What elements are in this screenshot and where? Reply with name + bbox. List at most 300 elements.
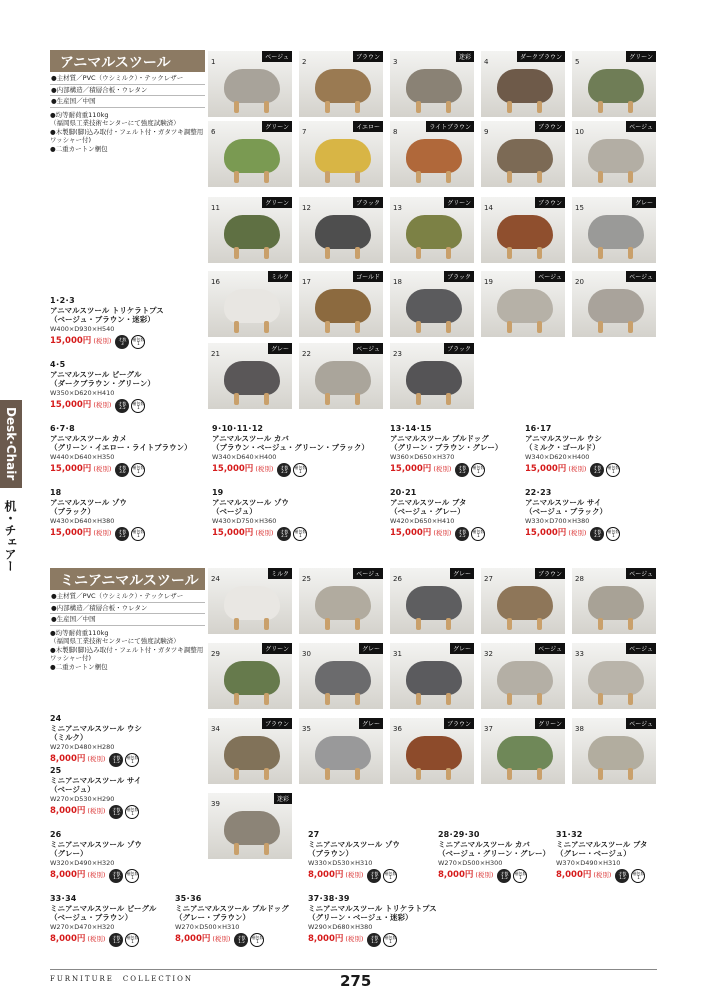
product-name: アニマルスツール ブルドッグ (390, 433, 489, 443)
product-number: 26 (50, 830, 62, 839)
price: 15,000円 (50, 336, 92, 347)
badge-caption: 才数 (280, 528, 289, 534)
animal-stool-image (406, 661, 462, 695)
volume-badge (615, 869, 629, 883)
product-entry (556, 830, 707, 883)
product-photo (207, 120, 293, 188)
color-label: ミルク (268, 271, 292, 282)
spec-row: ●生産国／中国 (50, 96, 205, 108)
tax-label: (税別) (212, 935, 231, 944)
stool-leg (507, 321, 512, 333)
stool-leg (234, 843, 239, 855)
product-colors: （ベージュ・グリーン・グレー） (438, 849, 551, 858)
product-colors: （グレー） (50, 849, 88, 858)
stool-leg (234, 393, 239, 405)
volume-badge (115, 463, 129, 477)
stool-leg (598, 101, 603, 113)
badge-value: 1.5 (619, 875, 626, 880)
badge-value: 1.5 (238, 939, 245, 944)
badge-value: 1 (637, 875, 640, 880)
color-label: ブラウン (535, 568, 565, 579)
badge-caption: 梱包数 (632, 870, 645, 876)
animal-stool-image (588, 215, 644, 249)
spec-notes (50, 629, 205, 672)
color-label: ブラウン (262, 718, 292, 729)
photo-number: 15 (575, 204, 584, 212)
animal-stool-image (588, 736, 644, 770)
animal-stool-image (588, 661, 644, 695)
product-entry (212, 488, 377, 541)
product-name: アニマルスツール ウシ (525, 433, 602, 443)
product-photo (389, 270, 475, 338)
price: 8,000円 (50, 754, 86, 765)
stool-leg (264, 247, 269, 259)
product-name: ミニアニマルスツール ブタ (556, 839, 648, 849)
stool-leg (446, 101, 451, 113)
animal-stool-image (224, 215, 280, 249)
package-count-badge (471, 463, 485, 477)
product-photo (207, 642, 293, 710)
package-count-badge (131, 527, 145, 541)
color-label: ダークブラウン (517, 51, 565, 62)
badge-value: 2.5 (594, 469, 601, 474)
product-number: 6･7･8 (50, 424, 75, 433)
color-label: ベージュ (535, 643, 565, 654)
color-label: 迷彩 (274, 793, 292, 804)
badge-value: 1 (137, 533, 140, 538)
product-colors: （ブラウン・ベージュ・グリーン・ブラック） (212, 443, 369, 452)
product-entry (50, 830, 215, 883)
package-count-badge (383, 869, 397, 883)
photo-number: 28 (575, 575, 584, 583)
stool-leg (416, 247, 421, 259)
badge-caption: 梱包数 (126, 934, 139, 940)
color-label: グレー (359, 643, 383, 654)
badge-caption: 梱包数 (126, 754, 139, 760)
stool-leg (507, 247, 512, 259)
product-colors: （グリーン・イエロー・ライトブラウン） (50, 443, 192, 452)
stool-leg (537, 247, 542, 259)
price-line (525, 527, 690, 541)
tax-label: (税別) (568, 465, 587, 474)
photo-number: 1 (211, 58, 216, 66)
spec-row: ●生産国／中国 (50, 614, 205, 626)
color-label: ブラウン (444, 718, 474, 729)
stool-leg (598, 247, 603, 259)
animal-stool-image (406, 361, 462, 395)
volume-badge (277, 527, 291, 541)
package-count-badge (125, 869, 139, 883)
product-number: 27 (308, 830, 320, 839)
animal-stool-image (224, 289, 280, 323)
price-line (212, 527, 377, 541)
product-size: W290×D680×H380 (308, 922, 373, 931)
animal-stool-image (588, 586, 644, 620)
badge-value: 2.5 (281, 533, 288, 538)
stool-leg (264, 101, 269, 113)
stool-leg (264, 171, 269, 183)
badge-value: 1 (256, 939, 259, 944)
product-size: W400×D930×H540 (50, 324, 115, 333)
product-entry (525, 488, 690, 541)
photo-number: 2 (302, 58, 307, 66)
stool-leg (264, 393, 269, 405)
price-line (50, 335, 215, 349)
badge-value: 2.5 (459, 533, 466, 538)
package-count-badge (131, 335, 145, 349)
animal-stool-image (224, 586, 280, 620)
product-photo (207, 717, 293, 785)
animal-stool-image (497, 69, 553, 103)
badge-value: 2.5 (281, 469, 288, 474)
stool-leg (325, 171, 330, 183)
animal-stool-image (406, 586, 462, 620)
package-count-badge (131, 399, 145, 413)
price: 15,000円 (212, 464, 254, 475)
volume-badge (590, 527, 604, 541)
photo-number: 29 (211, 650, 220, 658)
badge-caption: 才数 (618, 870, 627, 876)
price: 8,000円 (50, 934, 86, 945)
spec-block-animal (50, 73, 205, 153)
product-number: 16･17 (525, 424, 552, 433)
stool-leg (628, 321, 633, 333)
product-name: アニマルスツール ブタ (390, 497, 467, 507)
badge-value: 1 (131, 875, 134, 880)
stool-leg (234, 171, 239, 183)
stool-leg (416, 693, 421, 705)
badge-value: 1 (137, 469, 140, 474)
stool-leg (628, 768, 633, 780)
photo-number: 32 (484, 650, 493, 658)
product-entry (525, 424, 690, 477)
badge-value: 1 (299, 469, 302, 474)
product-size: W350×D620×H410 (50, 388, 115, 397)
animal-stool-image (406, 215, 462, 249)
tax-label: (税別) (87, 807, 106, 816)
photo-number: 19 (484, 278, 493, 286)
color-label: ブラウン (535, 121, 565, 132)
stool-leg (628, 618, 633, 630)
color-label: ゴールド (353, 271, 383, 282)
product-photo (571, 50, 657, 118)
stool-leg (598, 768, 603, 780)
product-colors: （ブラウン） (308, 849, 353, 858)
product-name: アニマルスツール サイ (525, 497, 602, 507)
price-line (50, 869, 215, 883)
product-colors: （ベージュ・ブラック） (525, 507, 608, 516)
badge-value: 1 (389, 939, 392, 944)
stool-leg (446, 618, 451, 630)
product-entry (50, 766, 215, 819)
badge-value: 1 (131, 759, 134, 764)
footer-divider (50, 969, 657, 970)
animal-stool-image (315, 215, 371, 249)
badge-caption: 才数 (500, 870, 509, 876)
price: 15,000円 (50, 400, 92, 411)
photo-number: 27 (484, 575, 493, 583)
product-name: アニマルスツール カメ (50, 433, 127, 443)
product-entry (212, 424, 377, 477)
stool-leg (628, 171, 633, 183)
stool-leg (416, 171, 421, 183)
product-name: ミニアニマルスツール サイ (50, 775, 142, 785)
tax-label: (税別) (87, 935, 106, 944)
product-size: W270×D530×H290 (50, 794, 115, 803)
photo-number: 35 (302, 725, 311, 733)
stool-leg (537, 101, 542, 113)
badge-value: 1 (477, 533, 480, 538)
stool-leg (325, 101, 330, 113)
badge-value: 1 (477, 469, 480, 474)
stool-leg (598, 321, 603, 333)
badge-caption: 才数 (112, 870, 121, 876)
animal-stool-image (224, 139, 280, 173)
package-count-badge (383, 933, 397, 947)
animal-stool-image (224, 736, 280, 770)
package-count-badge (125, 805, 139, 819)
tax-label: (税別) (93, 465, 112, 474)
color-label: グリーン (535, 718, 565, 729)
photo-number: 14 (484, 204, 493, 212)
animal-stool-image (315, 661, 371, 695)
product-photo (571, 120, 657, 188)
section-title-mini: ミニアニマルスツール (50, 568, 205, 590)
package-count-badge (125, 753, 139, 767)
stool-leg (264, 843, 269, 855)
note-line: ●二重カートン梱包 (50, 662, 108, 671)
price: 15,000円 (50, 464, 92, 475)
product-photo (571, 196, 657, 264)
badge-caption: 才数 (118, 336, 127, 342)
badge-caption: 梱包数 (126, 806, 139, 812)
note-line: ●均等耐荷重110kg (50, 110, 109, 119)
note-line: ●木製脚(脚)込み取付・フェルト付・ガタツキ調整用 (50, 127, 204, 136)
product-size: W270×D470×H320 (50, 922, 115, 931)
badge-value: 1.5 (501, 875, 508, 880)
stool-leg (234, 768, 239, 780)
animal-stool-image (588, 69, 644, 103)
stool-leg (507, 768, 512, 780)
product-photo (207, 567, 293, 635)
volume-badge (109, 753, 123, 767)
badge-caption: 才数 (458, 528, 467, 534)
badge-caption: 才数 (118, 528, 127, 534)
animal-stool-image (588, 289, 644, 323)
product-size: W430×D640×H380 (50, 516, 115, 525)
tax-label: (税別) (93, 401, 112, 410)
stool-leg (446, 171, 451, 183)
badge-value: 1.5 (113, 811, 120, 816)
product-photo (298, 342, 384, 410)
product-photo (298, 642, 384, 710)
product-photo (389, 642, 475, 710)
badge-caption: 才数 (370, 934, 379, 940)
package-count-badge (513, 869, 527, 883)
animal-stool-image (497, 289, 553, 323)
badge-caption: 梱包数 (384, 870, 397, 876)
product-size: W370×D490×H310 (556, 858, 621, 867)
product-number: 1･2･3 (50, 296, 75, 305)
product-photo (298, 120, 384, 188)
stool-leg (234, 693, 239, 705)
price-line (212, 463, 377, 477)
photo-number: 8 (393, 128, 398, 136)
animal-stool-image (315, 736, 371, 770)
photo-number: 12 (302, 204, 311, 212)
photo-number: 10 (575, 128, 584, 136)
animal-stool-image (406, 736, 462, 770)
product-number: 31･32 (556, 830, 583, 839)
product-photo (389, 342, 475, 410)
product-number: 28･29･30 (438, 830, 480, 839)
tax-label: (税別) (87, 871, 106, 880)
badge-value: 1 (612, 533, 615, 538)
volume-badge (115, 399, 129, 413)
product-colors: （ベージュ） (212, 507, 257, 516)
product-colors: （ミルク） (50, 733, 88, 742)
product-name: ミニアニマルスツール ビーグル (50, 903, 157, 913)
stool-leg (355, 171, 360, 183)
stool-leg (446, 247, 451, 259)
badge-caption: 才数 (118, 464, 127, 470)
price: 15,000円 (525, 528, 567, 539)
stool-leg (537, 768, 542, 780)
product-photo (480, 120, 566, 188)
product-size: W340×D640×H400 (212, 452, 277, 461)
footer-text: FURNITURE COLLECTION (50, 975, 194, 983)
badge-caption: 才数 (458, 464, 467, 470)
photo-number: 38 (575, 725, 584, 733)
photo-number: 6 (211, 128, 216, 136)
price-line (308, 933, 473, 947)
stool-leg (355, 393, 360, 405)
color-label: イエロー (353, 121, 383, 132)
product-size: W270×D500×H310 (175, 922, 240, 931)
product-number: 24 (50, 714, 62, 723)
product-photo (207, 792, 293, 860)
photo-number: 26 (393, 575, 402, 583)
stool-leg (355, 693, 360, 705)
color-label: ベージュ (626, 271, 656, 282)
badge-caption: 才数 (370, 870, 379, 876)
badge-caption: 梱包数 (384, 934, 397, 940)
price: 15,000円 (525, 464, 567, 475)
volume-badge (367, 933, 381, 947)
color-label: グリーン (626, 51, 656, 62)
stool-leg (446, 393, 451, 405)
stool-leg (416, 393, 421, 405)
stool-leg (537, 321, 542, 333)
spec-row: ●主材質／PVC（ウシミルク）・テックレザー (50, 591, 205, 603)
animal-stool-image (315, 289, 371, 323)
note-line: （福岡県工業技術センターにて強度試験済） (50, 637, 180, 645)
product-name: アニマルスツール ビーグル (50, 369, 142, 379)
color-label: ベージュ (626, 718, 656, 729)
price-line (50, 527, 215, 541)
stool-leg (507, 693, 512, 705)
product-number: 9･10･11･12 (212, 424, 263, 433)
package-count-badge (471, 527, 485, 541)
badge-caption: 才数 (593, 528, 602, 534)
badge-caption: 才数 (593, 464, 602, 470)
tax-label: (税別) (93, 337, 112, 346)
product-photo (298, 196, 384, 264)
photo-number: 17 (302, 278, 311, 286)
stool-leg (598, 618, 603, 630)
stool-leg (628, 247, 633, 259)
badge-caption: 梱包数 (251, 934, 264, 940)
badge-caption: 才数 (112, 754, 121, 760)
stool-leg (355, 247, 360, 259)
product-name: アニマルスツール カバ (212, 433, 289, 443)
stool-leg (264, 618, 269, 630)
photo-number: 21 (211, 350, 220, 358)
badge-caption: 梱包数 (294, 528, 307, 534)
product-photo (389, 50, 475, 118)
color-label: ミルク (268, 568, 292, 579)
animal-stool-image (497, 139, 553, 173)
badge-value: 1.5 (371, 875, 378, 880)
color-label: グレー (359, 718, 383, 729)
stool-leg (355, 101, 360, 113)
color-label: グレー (632, 197, 656, 208)
stool-leg (264, 768, 269, 780)
badge-caption: 梱包数 (132, 528, 145, 534)
stool-leg (416, 101, 421, 113)
badge-caption: 梱包数 (294, 464, 307, 470)
badge-value: 2.5 (594, 533, 601, 538)
product-size: W270×D480×H280 (50, 742, 115, 751)
product-entry (50, 488, 215, 541)
color-label: ベージュ (626, 121, 656, 132)
product-photo (298, 50, 384, 118)
badge-value: 1 (389, 875, 392, 880)
product-colors: （グレー・ベージュ） (556, 849, 631, 858)
product-photo (480, 270, 566, 338)
product-colors: （グリーン・ベージュ・迷彩） (308, 913, 413, 922)
product-name: ミニアニマルスツール ウシ (50, 723, 142, 733)
badge-caption: 梱包数 (132, 400, 145, 406)
stool-leg (325, 693, 330, 705)
product-photo (389, 717, 475, 785)
volume-badge (367, 869, 381, 883)
product-photo (207, 196, 293, 264)
product-name: ミニアニマルスツール ゾウ (308, 839, 400, 849)
animal-stool-image (497, 736, 553, 770)
product-colors: （ベージュ） (50, 785, 95, 794)
note-line: ●均等耐荷重110kg (50, 628, 109, 637)
product-photo (298, 270, 384, 338)
volume-badge (115, 335, 129, 349)
package-count-badge (606, 463, 620, 477)
volume-badge (109, 805, 123, 819)
product-photo (571, 567, 657, 635)
badge-value: 1.5 (113, 875, 120, 880)
product-entry (50, 424, 215, 477)
package-count-badge (631, 869, 645, 883)
stool-leg (416, 321, 421, 333)
badge-caption: 梱包数 (132, 464, 145, 470)
badge-value: 1.5 (113, 939, 120, 944)
product-photo (207, 270, 293, 338)
badge-value: 1 (519, 875, 522, 880)
animal-stool-image (224, 361, 280, 395)
color-label: グリーン (262, 197, 292, 208)
badge-value: 2.5 (459, 469, 466, 474)
product-photo (571, 270, 657, 338)
product-photo (389, 120, 475, 188)
